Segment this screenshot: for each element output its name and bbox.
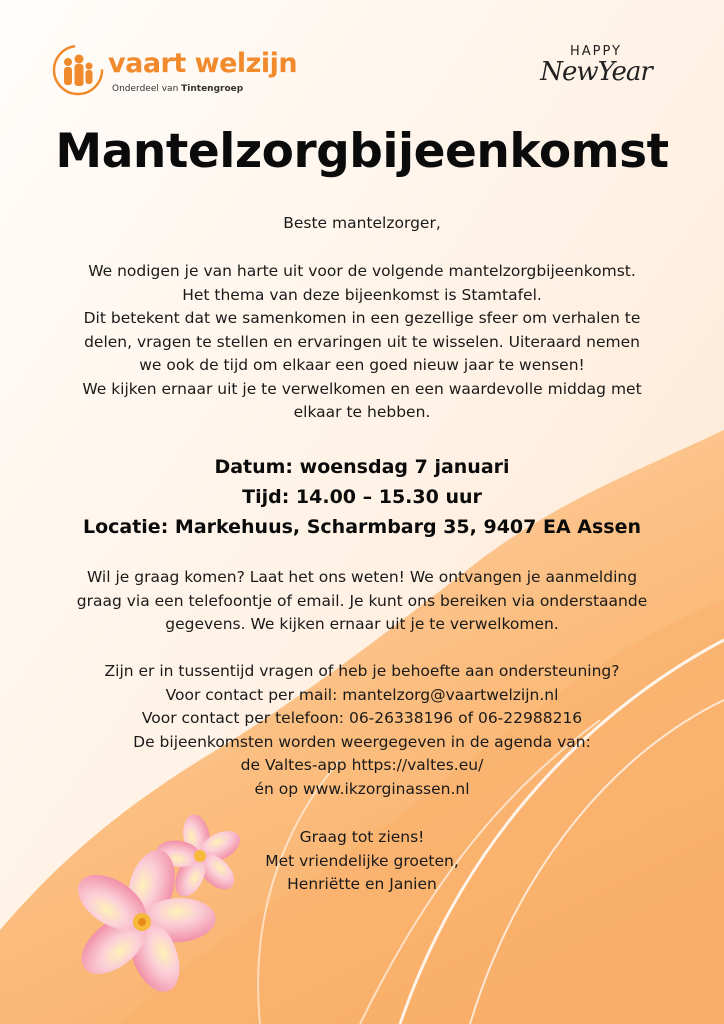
signup-line: Wil je graag komen? Laat het ons weten! We ontvangen je aanmelding xyxy=(86,568,638,586)
signature-line: Henriëtte en Janien xyxy=(287,875,437,893)
signup-line: gegevens. We kijken ernaar uit je te verwelkomen. xyxy=(165,615,559,633)
intro-line: We nodigen je van harte uit voor de volgende mantelzorgbijeenkomst. xyxy=(88,262,636,280)
happy-text: HAPPY xyxy=(569,44,622,59)
event-details xyxy=(0,452,724,542)
logo-subtitle-brand: Tintengroep xyxy=(181,84,244,94)
new-year-script-text: NewYear xyxy=(540,57,652,87)
signup-line: graag via een telefoontje of email. Je kunt ons bereiken via onderstaande xyxy=(76,591,648,610)
event-time: Tijd: 14.00 – 15.30 uur xyxy=(242,486,482,508)
contact-phone-line: Voor contact per telefoon: 06-26338196 of 06-22988216 xyxy=(141,709,583,727)
intro-line: elkaar te hebben. xyxy=(293,403,431,421)
contact-email-line: Voor contact per mail: mantelzorg@vaartwelzijn.nl xyxy=(165,685,559,704)
logo-subtitle-prefix: Onderdeel van xyxy=(112,84,182,94)
intro-line: We kijken ernaar uit je te verwelkomen en een waardevolle middag met xyxy=(82,379,642,398)
closing-line: Graag tot ziens! xyxy=(299,828,425,846)
signup-paragraph xyxy=(60,566,664,637)
website-line: én op www.ikzorginassen.nl xyxy=(254,779,470,798)
logo-subtitle xyxy=(112,84,243,94)
closing-paragraph xyxy=(60,826,664,897)
happy-new-year-badge xyxy=(536,44,656,87)
event-location: Locatie: Markehuus, Scharmbarg 35, 9407 EA Assen xyxy=(82,516,642,538)
contact-question-line: Zijn er in tussentijd vragen of heb je behoefte aan ondersteuning? xyxy=(104,662,620,680)
closing-line: Met vriendelijke groeten, xyxy=(265,851,459,870)
intro-paragraph xyxy=(60,260,664,425)
people-logo-icon xyxy=(52,44,104,96)
intro-line: delen, vragen te stellen en ervaringen uit te wisselen. Uiteraard nemen xyxy=(84,332,640,351)
greeting xyxy=(60,212,664,236)
event-date: Datum: woensdag 7 januari xyxy=(214,456,510,478)
valtes-app-line: de Valtes-app https://valtes.eu/ xyxy=(240,756,484,774)
page-title: Mantelzorgbijeenkomst xyxy=(55,124,669,179)
agenda-intro-line: De bijeenkomsten worden weergegeven in de agenda van: xyxy=(133,732,591,751)
intro-line: Het thema van deze bijeenkomst is Stamtafel. xyxy=(182,285,542,304)
intro-line: we ook de tijd om elkaar een goed nieuw jaar te wensen! xyxy=(139,356,585,374)
intro-line: Dit betekent dat we samenkomen in een gezellige sfeer om verhalen te xyxy=(83,309,641,327)
contact-paragraph xyxy=(60,660,664,801)
vaart-welzijn-logo xyxy=(52,44,312,104)
logo-wordmark: vaart welzijn xyxy=(108,48,298,79)
greeting-line: Beste mantelzorger, xyxy=(283,214,441,232)
